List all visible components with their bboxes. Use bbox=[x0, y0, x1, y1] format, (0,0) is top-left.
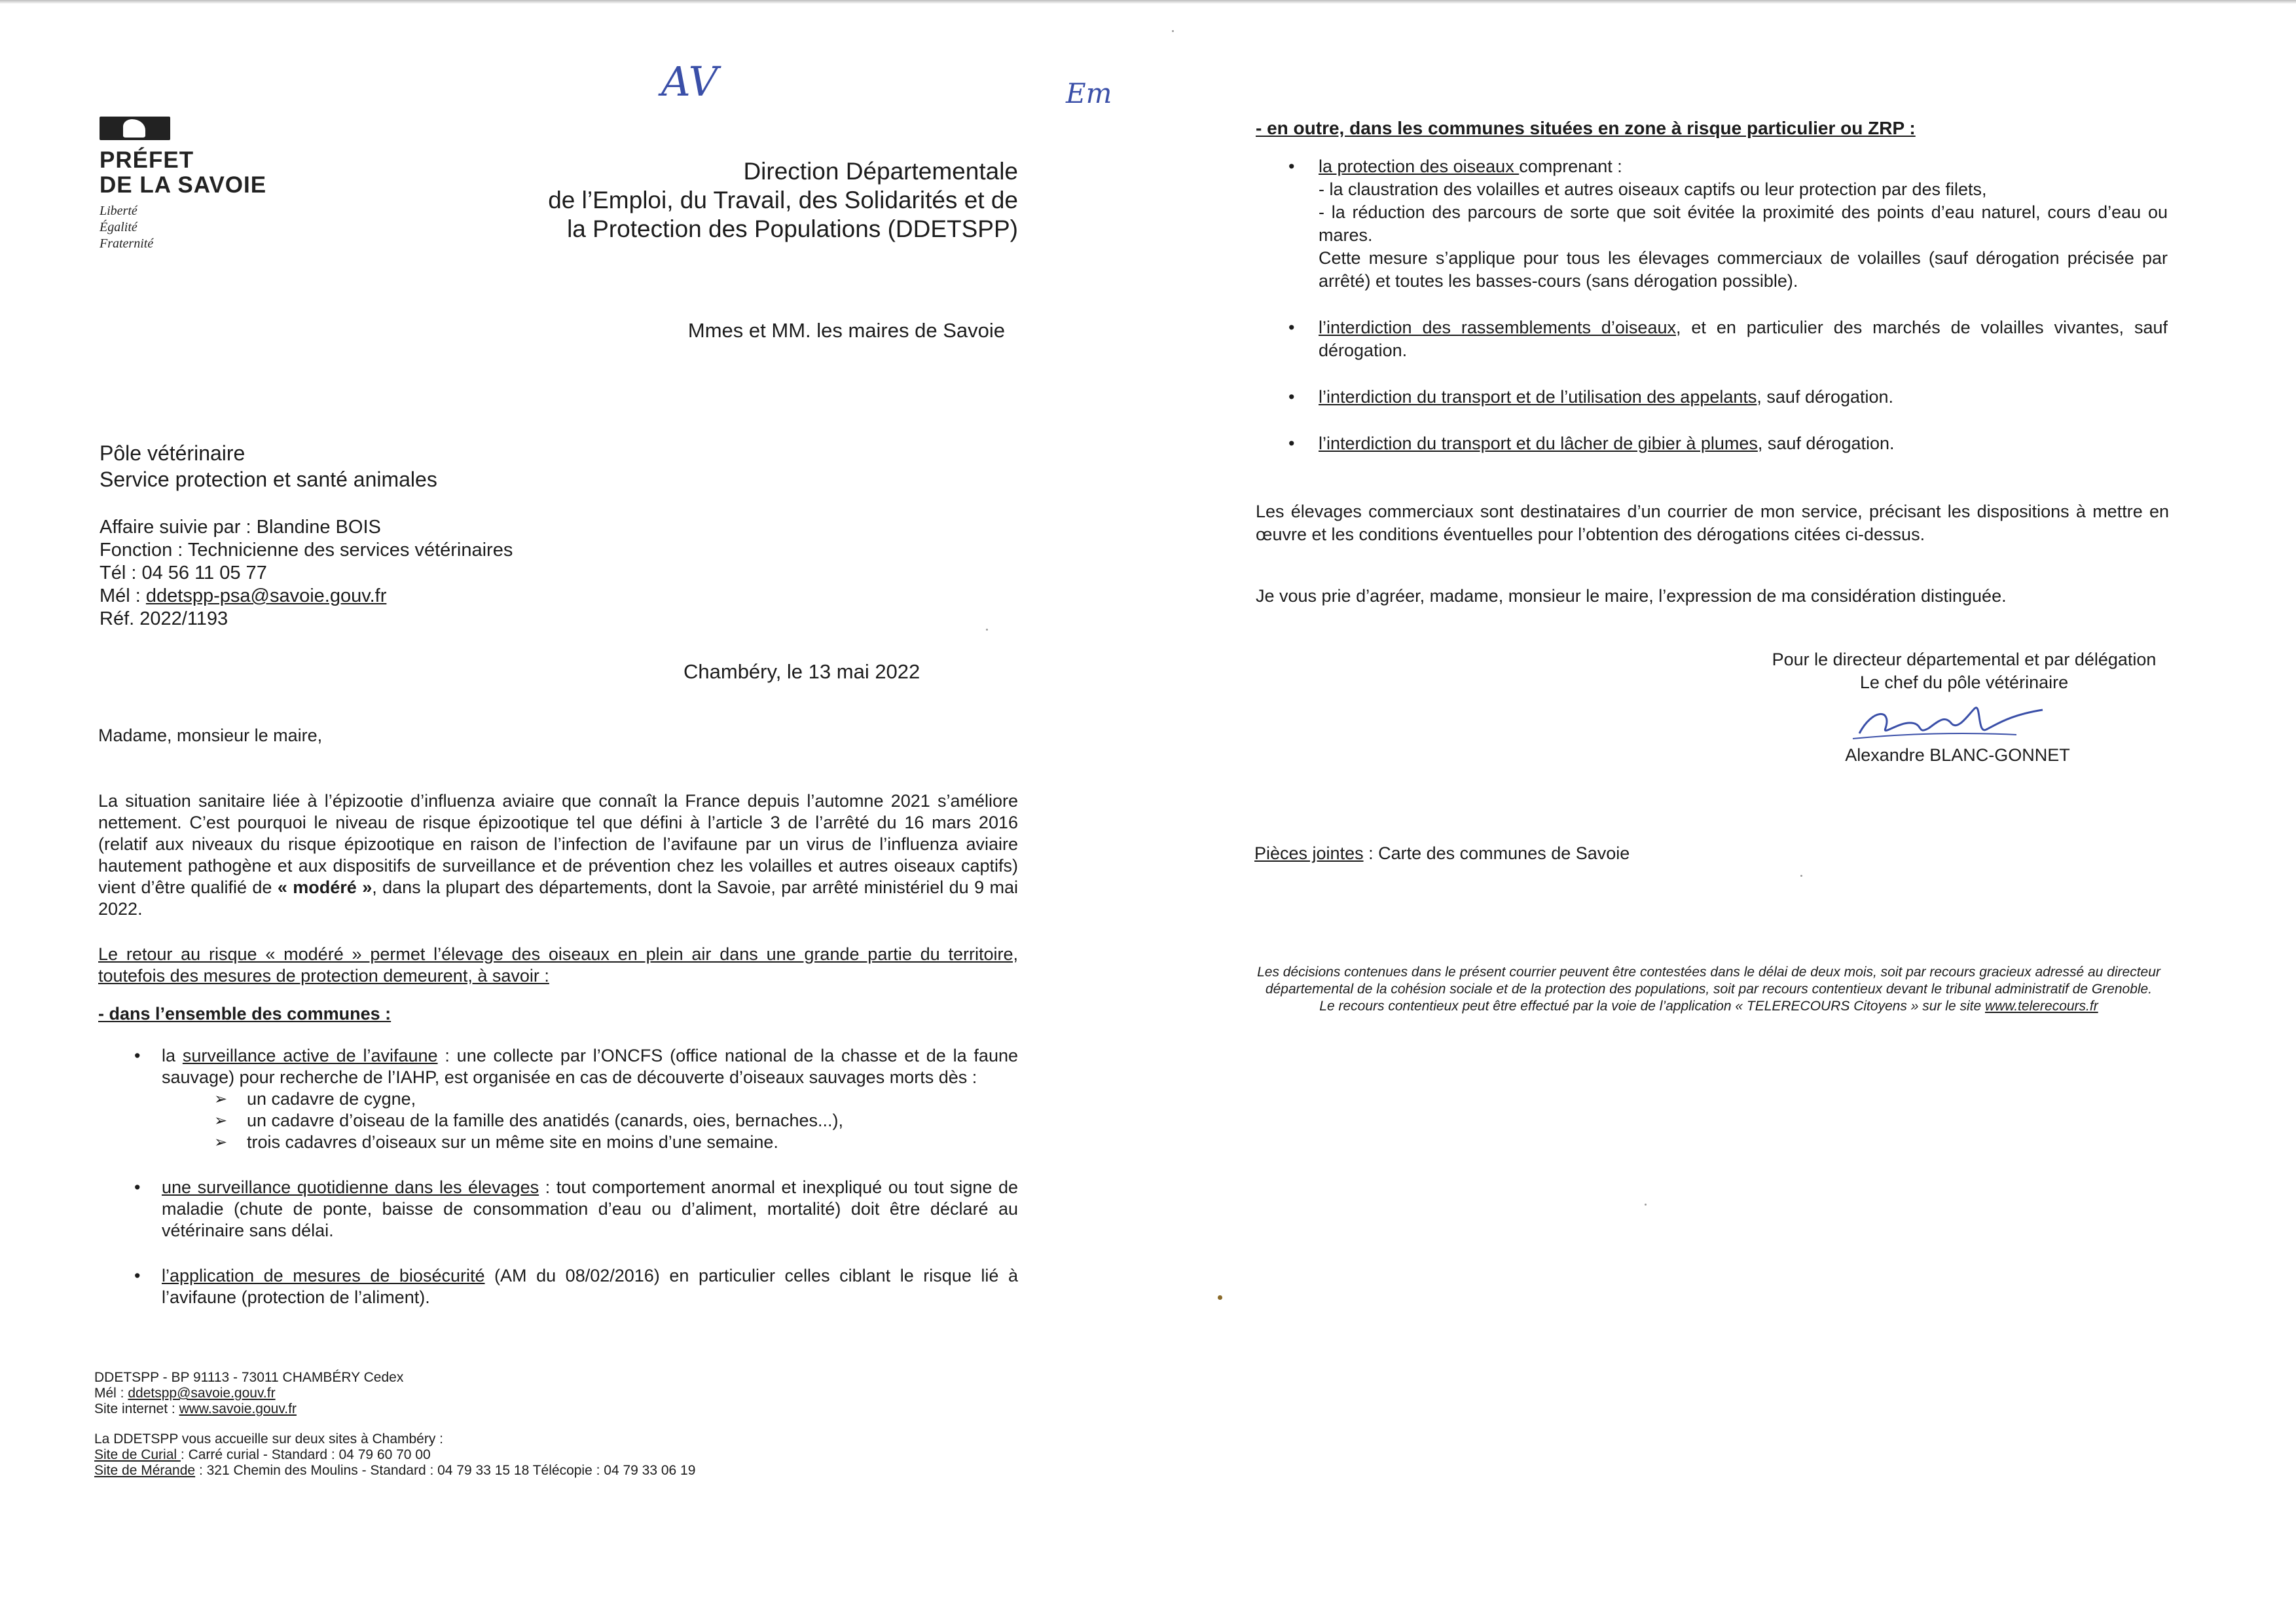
signatory-name: Alexandre BLANC-GONNET bbox=[1845, 745, 2070, 765]
bullet-icon: • bbox=[1288, 434, 1295, 453]
zrp-measures-list bbox=[1288, 155, 2168, 479]
handwritten-signature bbox=[1846, 695, 2056, 748]
scan-speck bbox=[1645, 1204, 1647, 1206]
attachments: Pièces jointes : Carte des communes de Savoie bbox=[1254, 843, 1630, 863]
bullet-icon: • bbox=[134, 1266, 141, 1285]
sub-list-item: ➢ un cadavre de cygne, bbox=[214, 1088, 1018, 1110]
scan-speck bbox=[1800, 875, 1802, 877]
logo-title: PRÉFET DE LA SAVOIE bbox=[100, 147, 267, 198]
list-item: • l’interdiction des rassemblements d’oiseaux, et en particulier des marchés de volailles vivantes, sauf dérogation. bbox=[1288, 318, 2168, 360]
contact-email-link[interactable]: ddetspp-psa@savoie.gouv.fr bbox=[145, 585, 387, 606]
bullet-icon: • bbox=[134, 1177, 141, 1197]
handwritten-initials: Em bbox=[1066, 77, 1112, 109]
scan-speck bbox=[1218, 1295, 1222, 1300]
footer-contact: DDETSPP - BP 91113 - 73011 CHAMBÉRY Cedex Mél : ddetspp@savoie.gouv.fr Site internet : www.savoie.gouv.fr La DDETSPP vous accueille sur deux sites à Chambéry : Site de Curial : Carré curial - Standard : 04 79 60 70 00 Site de Mérande : 321 Chemin des Moulins - Standard : 04 79 33 15 18 Télécopie : 04 79 33 06 19 bbox=[94, 1370, 696, 1478]
intro-paragraph: La situation sanitaire liée à l’épizootie d’influenza aviaire que connaît la France depuis l’automne 2021 s’améliore nettement. C’est pourquoi le niveau de risque épizootique tel que défini à l’article 3 de l’arrêté du 16 mars 2016 (relatif aux niveaux du risque épizootique en raison de l’infection de l’avifaune par un virus de l’influenza aviaire hautement pathogène et aux dispositifs de surveillance et de prévention chez les volailles et autres oiseaux captifs) vient d’être qualifié de « modéré », dans la plupart des départements, dont la Savoie, par arrêté ministériel du 9 mai 2022. bbox=[98, 791, 1019, 919]
list-item: • la protection des oiseaux comprenant : - la claustration des volailles et autres oiseaux captifs ou leur protection par des filets, - la réduction des parcours de sorte que soit évitée la proximité des points d’eau naturel, cours d’eau ou mares. Cette mesure s’applique pour tous les élevages commerciaux de volailles (sauf dérogation précisée par arrêté) et toutes les basses-cours (sans dérogation possible). bbox=[1288, 157, 2168, 291]
closing-paragraph: Je vous prie d’agréer, madame, monsieur le maire, l’expression de ma considération distinguée. bbox=[1256, 586, 2007, 606]
measures-list bbox=[134, 1045, 1018, 1332]
signature-block: Pour le directeur départemental et par délégation Le chef du pôle vétérinaire bbox=[1772, 650, 2157, 692]
sub-list-item: ➢ un cadavre d’oiseau de la famille des anatidés (canards, oies, bernaches...), bbox=[214, 1110, 1018, 1132]
list-item: • la surveillance active de l’avifaune : une collecte par l’ONCFS (office national de la chasse et de la faune sauvage) pour recherche de l’IAHP, est organisée en cas de découverte d’oiseaux sauvages morts dès : ➢ un cadavre de cygne, ➢ un cadavre d’oiseau de la famille des anatidés (canards, oies, bernaches...), ➢ trois cadavres d’oiseaux sur un même site en moins d’une semaine. bbox=[134, 1045, 1018, 1153]
logo-motto: Liberté Égalité Fraternité bbox=[100, 204, 154, 251]
footer-website-link[interactable]: www.savoie.gouv.fr bbox=[179, 1401, 297, 1416]
bullet-icon: • bbox=[1288, 157, 1295, 176]
measures-paragraph: Le retour au risque « modéré » permet l’élevage des oiseaux en plein air dans une grande partie du territoire, toutefois des mesures de protection demeurent, à savoir : bbox=[98, 944, 1018, 986]
marianne-logo-icon bbox=[100, 117, 170, 140]
footer-email-link[interactable]: ddetspp@savoie.gouv.fr bbox=[128, 1386, 276, 1401]
list-item: • une surveillance quotidienne dans les élevages : tout comportement anormal et inexpliqué ou tout signe de maladie (chute de ponte, baisse de consommation d’eau ou d’aliment, mortalité) doit être déclaré au vétérinaire sans délai. bbox=[134, 1177, 1018, 1240]
list-item: • l’interdiction du transport et du lâcher de gibier à plumes, sauf dérogation. bbox=[1288, 432, 2168, 455]
recipient: Mmes et MM. les maires de Savoie bbox=[687, 319, 1005, 342]
salutation: Madame, monsieur le maire, bbox=[98, 726, 323, 745]
list-item: • l’application de mesures de biosécurité (AM du 08/02/2016) en particulier celles ciblant le risque lié à l’avifaune (protection de l’aliment). bbox=[134, 1266, 1018, 1307]
legal-notice: Les décisions contenues dans le présent courrier peuvent être contestées dans le délai de deux mois, soit par recours gracieux adressé au directeur départemental de la cohésion sociale et de la protection des populations, soit par recours contentieux devant le tribunal administratif de Grenoble. Le recours contentieux peut être effectué par la voie de l’application « TELERECOURS Citoyens » sur le site www.telerecours.fr bbox=[1257, 965, 2160, 1014]
list-item: • l’interdiction du transport et de l’utilisation des appelants, sauf dérogation. bbox=[1288, 386, 2168, 409]
bullet-icon: • bbox=[1288, 387, 1295, 407]
prefet-logo bbox=[100, 117, 266, 252]
sub-list-item: ➢ trois cadavres d’oiseaux sur un même site en moins d’une semaine. bbox=[214, 1132, 1018, 1153]
scan-edge bbox=[0, 0, 2296, 4]
bullet-icon: • bbox=[1288, 318, 1295, 337]
bullet-icon: • bbox=[134, 1046, 141, 1065]
scan-speck bbox=[986, 629, 988, 631]
farms-paragraph: Les élevages commerciaux sont destinataires d’un courrier de mon service, précisant les dispositions à mettre en œuvre et les conditions éventuelles pour l’obtention des dérogations citées ci-dessus. bbox=[1256, 502, 2169, 544]
letter-date: Chambéry, le 13 mai 2022 bbox=[683, 660, 920, 683]
telerecours-link[interactable]: www.telerecours.fr bbox=[1984, 999, 2098, 1014]
sub-list bbox=[162, 1088, 1018, 1153]
service-block: Pôle vétérinaire Service protection et santé animales bbox=[100, 441, 437, 491]
handwritten-initials: AV bbox=[661, 58, 718, 105]
direction-header: Direction Départementale de l’Emploi, du Travail, des Solidarités et de la Protection des Populations (DDETSPP) bbox=[548, 158, 1018, 242]
contact-block: Affaire suivie par : Blandine BOIS Fonction : Technicienne des services vétérinaires Tél : 04 56 11 05 77 Mél : ddetspp-psa@savoie.gouv.fr Réf. 2022/1193 bbox=[100, 517, 513, 629]
zrp-heading: - en outre, dans les communes situées en zone à risque particulier ou ZRP : bbox=[1256, 118, 1916, 138]
section-heading: - dans l’ensemble des communes : bbox=[98, 1004, 392, 1024]
scan-speck bbox=[1172, 30, 1174, 32]
